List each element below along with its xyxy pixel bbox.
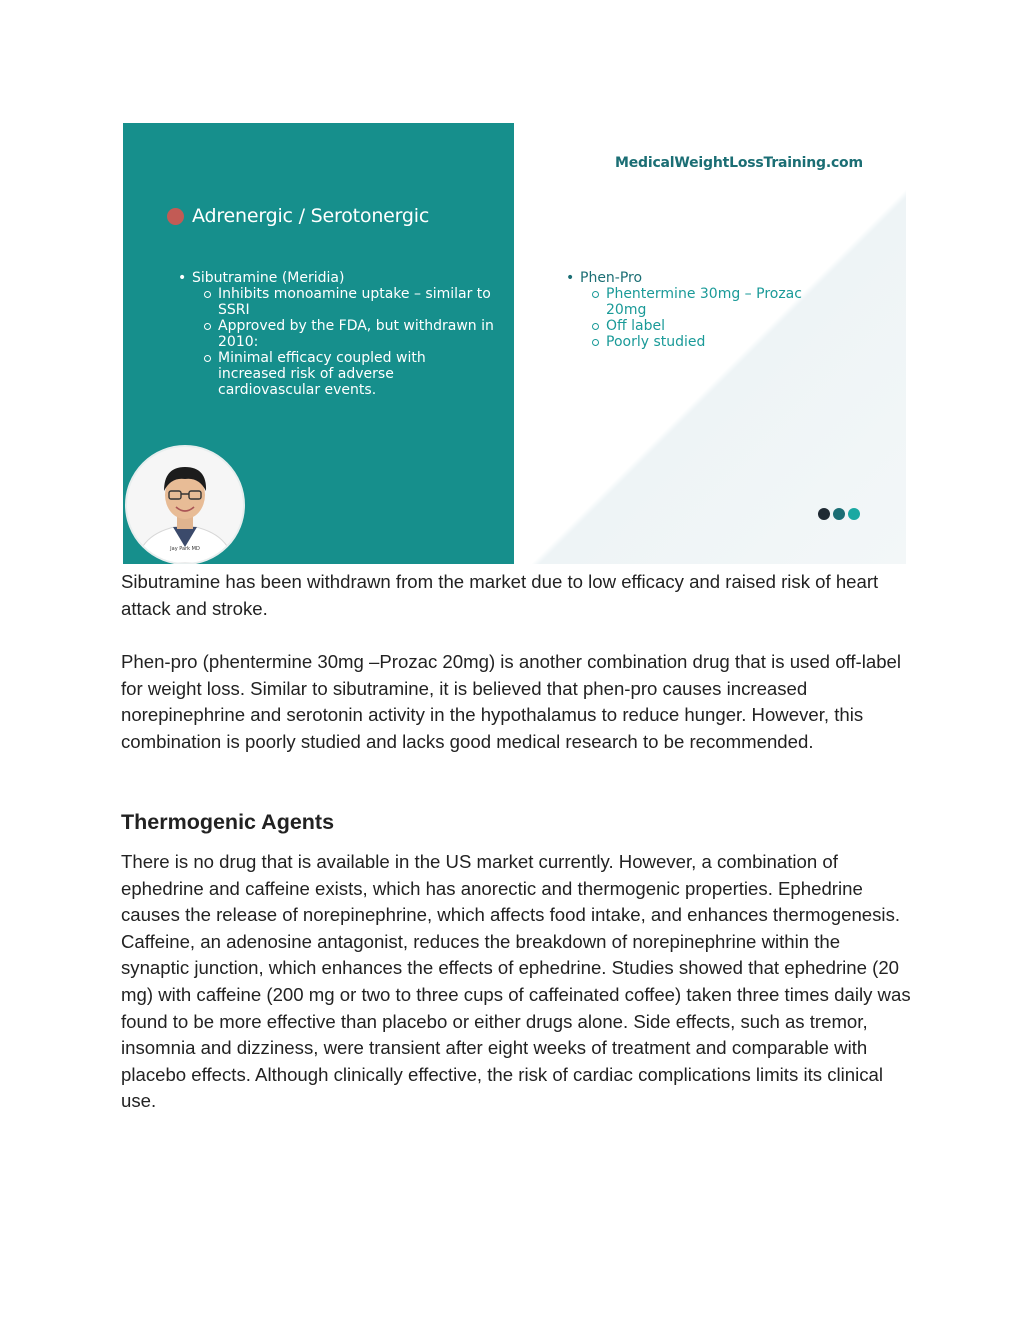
bullet-icon: • bbox=[566, 270, 575, 286]
paragraph-thermogenic: There is no drug that is available in the US market currently. However, a combination of ephedrine and caffeine exists, which has anorectic and thermogenic properties. Ephedrine causes the release of norepinephrine, which affects food intake, and enhances thermogenesis. Caffeine, an adenosine antagonist, reduces the breakdown of norepinephrine within the synaptic junction, which enhances the effects of ephedrine. Studies showed that ephedrine (20 mg) with caffeine (200 mg or two to three cups of caffeinated coffee) taken three times daily was found to be more effective than placebo or either drugs alone. Side effects, such as tremor, insomnia and dizziness, were transient after eight weeks of treatment and comparable with placebo effects. Although clinically effective, the risk of cardiac complications limits its clinical use. bbox=[121, 851, 911, 1112]
bullet-label: Sibutramine (Meridia) bbox=[192, 270, 345, 286]
list-item bbox=[178, 270, 498, 286]
paragraph-phen-pro: Phen-pro (phentermine 30mg –Prozac 20mg) is another combination drug that is used off-label for weight loss. Similar to sibutramine, it is believed that phen-pro causes increased norepinephrine and serotonin activity in the hypothalamus to reduce hunger. However, this combination is poorly studied and lacks good medical research to be recommended. bbox=[121, 651, 902, 752]
bullet-label: Phen-Pro bbox=[580, 270, 643, 286]
list-item bbox=[566, 270, 846, 286]
slide-heading: Adrenergic / Serotonergic bbox=[192, 205, 430, 227]
slide-top-strip bbox=[514, 123, 906, 139]
sub-item-label: Inhibits monoamine uptake – similar to SSRI bbox=[218, 286, 491, 318]
sub-item-label: Minimal efficacy coupled with increased risk of adverse cardiovascular events. bbox=[218, 350, 426, 398]
slide-image bbox=[123, 123, 906, 564]
circle-bullet-icon bbox=[592, 339, 599, 346]
paragraph-sibutramine: Sibutramine has been withdrawn from the market due to low efficacy and raised risk of heart attack and stroke. bbox=[121, 571, 879, 619]
sub-item-label: Poorly studied bbox=[606, 334, 706, 350]
bullet-icon: • bbox=[178, 270, 187, 286]
presenter-avatar bbox=[125, 445, 245, 564]
sub-list bbox=[178, 286, 498, 398]
list-item bbox=[592, 286, 846, 318]
site-name: MedicalWeightLossTraining.com bbox=[615, 155, 863, 171]
circle-bullet-icon bbox=[204, 323, 211, 330]
sub-item-label: Off label bbox=[606, 318, 665, 334]
section-heading: Thermogenic Agents bbox=[121, 810, 335, 834]
pager-dot-icon bbox=[833, 508, 845, 520]
slide-teal-panel bbox=[123, 123, 514, 564]
presenter-caption: Jay Park MD bbox=[170, 546, 200, 552]
list-item bbox=[592, 318, 846, 334]
slide-heading-row bbox=[167, 205, 429, 227]
list-item bbox=[204, 318, 498, 350]
sibutramine-list bbox=[178, 270, 498, 398]
phen-pro-list bbox=[566, 270, 846, 350]
circle-bullet-icon bbox=[204, 291, 211, 298]
circle-bullet-icon bbox=[592, 291, 599, 298]
pager-dot-icon bbox=[818, 508, 830, 520]
list-item bbox=[592, 334, 846, 350]
pager-dot-icon bbox=[848, 508, 860, 520]
circle-bullet-icon bbox=[592, 323, 599, 330]
sub-item-label: Approved by the FDA, but withdrawn in 2010: bbox=[218, 318, 494, 350]
heading-marker-icon bbox=[167, 208, 184, 225]
sub-list bbox=[566, 286, 846, 350]
slide-pager bbox=[818, 508, 860, 520]
sub-item-label: Phentermine 30mg – Prozac 20mg bbox=[606, 286, 802, 318]
list-item bbox=[204, 286, 498, 318]
list-item bbox=[204, 350, 498, 398]
circle-bullet-icon bbox=[204, 355, 211, 362]
